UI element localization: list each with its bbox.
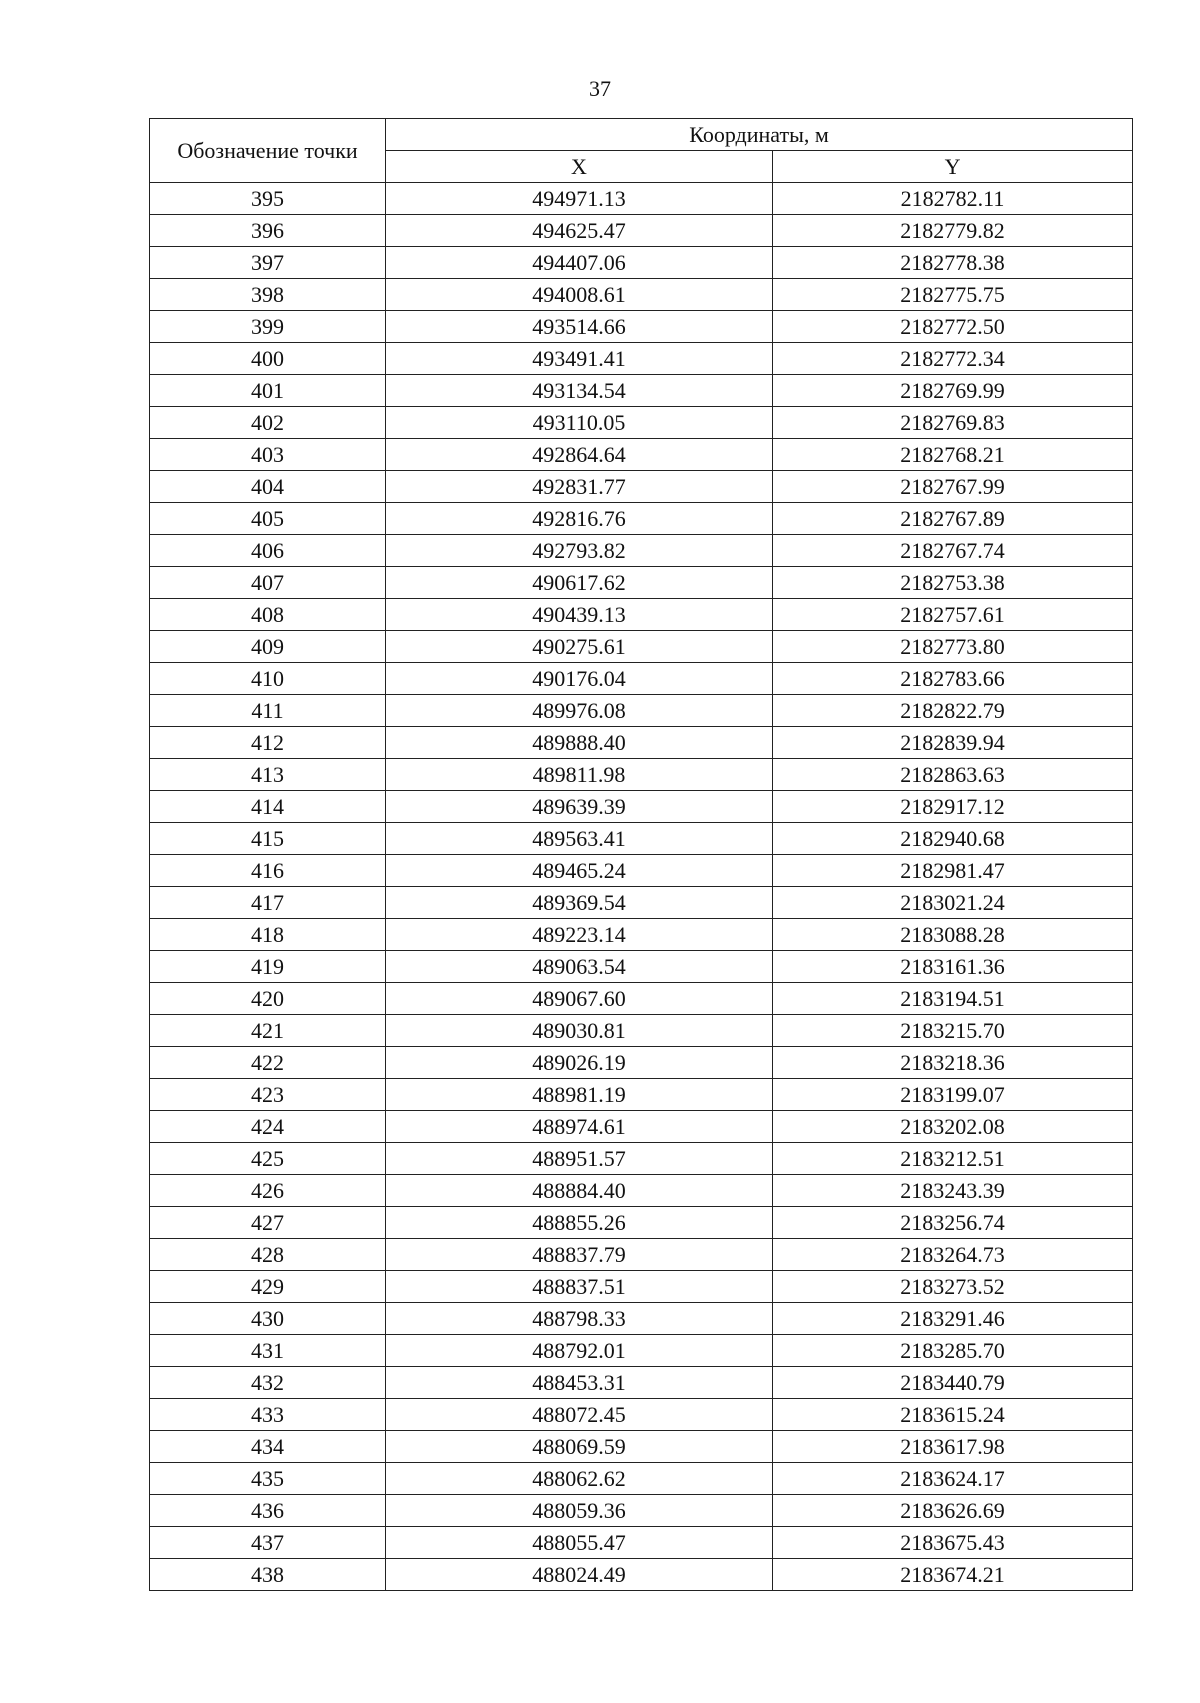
cell-x: 488792.01	[386, 1335, 773, 1367]
table-row	[150, 215, 1133, 247]
cell-point: 435	[150, 1463, 386, 1495]
cell-y: 2183218.36	[773, 1047, 1133, 1079]
cell-y: 2182981.47	[773, 855, 1133, 887]
cell-point: 406	[150, 535, 386, 567]
cell-point: 404	[150, 471, 386, 503]
cell-y: 2183199.07	[773, 1079, 1133, 1111]
cell-x: 488855.26	[386, 1207, 773, 1239]
header-point-designation: Обозначение точки	[150, 119, 386, 183]
cell-x: 493491.41	[386, 343, 773, 375]
table-row	[150, 695, 1133, 727]
table-row	[150, 247, 1133, 279]
cell-x: 489976.08	[386, 695, 773, 727]
cell-point: 428	[150, 1239, 386, 1271]
cell-x: 489639.39	[386, 791, 773, 823]
cell-x: 488837.51	[386, 1271, 773, 1303]
cell-y: 2182769.99	[773, 375, 1133, 407]
header-coordinates: Координаты, м	[386, 119, 1133, 151]
cell-point: 433	[150, 1399, 386, 1431]
table-row	[150, 1015, 1133, 1047]
table-row	[150, 887, 1133, 919]
cell-x: 490439.13	[386, 599, 773, 631]
table-row	[150, 1495, 1133, 1527]
cell-x: 489563.41	[386, 823, 773, 855]
cell-x: 490617.62	[386, 567, 773, 599]
cell-point: 438	[150, 1559, 386, 1591]
cell-y: 2182767.74	[773, 535, 1133, 567]
cell-point: 403	[150, 439, 386, 471]
cell-x: 493514.66	[386, 311, 773, 343]
cell-x: 490275.61	[386, 631, 773, 663]
table-row	[150, 1143, 1133, 1175]
cell-y: 2182772.50	[773, 311, 1133, 343]
cell-y: 2183626.69	[773, 1495, 1133, 1527]
cell-y: 2183273.52	[773, 1271, 1133, 1303]
cell-y: 2182767.99	[773, 471, 1133, 503]
cell-x: 489223.14	[386, 919, 773, 951]
table-row	[150, 1367, 1133, 1399]
cell-x: 488981.19	[386, 1079, 773, 1111]
cell-point: 410	[150, 663, 386, 695]
table-row	[150, 1399, 1133, 1431]
cell-x: 488055.47	[386, 1527, 773, 1559]
cell-point: 425	[150, 1143, 386, 1175]
table-row	[150, 951, 1133, 983]
cell-point: 415	[150, 823, 386, 855]
cell-x: 494625.47	[386, 215, 773, 247]
cell-x: 488069.59	[386, 1431, 773, 1463]
cell-point: 418	[150, 919, 386, 951]
header-x: X	[386, 151, 773, 183]
table-row	[150, 1335, 1133, 1367]
cell-y: 2183021.24	[773, 887, 1133, 919]
table-row	[150, 855, 1133, 887]
cell-y: 2182775.75	[773, 279, 1133, 311]
table-row	[150, 311, 1133, 343]
cell-point: 398	[150, 279, 386, 311]
table-row	[150, 439, 1133, 471]
cell-point: 423	[150, 1079, 386, 1111]
cell-point: 395	[150, 183, 386, 215]
cell-x: 488884.40	[386, 1175, 773, 1207]
cell-point: 437	[150, 1527, 386, 1559]
page-number: 37	[589, 76, 611, 101]
cell-point: 414	[150, 791, 386, 823]
cell-y: 2183088.28	[773, 919, 1133, 951]
cell-y: 2183264.73	[773, 1239, 1133, 1271]
cell-y: 2182773.80	[773, 631, 1133, 663]
cell-y: 2182767.89	[773, 503, 1133, 535]
cell-point: 402	[150, 407, 386, 439]
cell-point: 401	[150, 375, 386, 407]
cell-y: 2182768.21	[773, 439, 1133, 471]
table-header	[150, 119, 1133, 183]
coordinates-table	[149, 118, 1133, 1591]
table-row	[150, 407, 1133, 439]
cell-point: 405	[150, 503, 386, 535]
cell-x: 492793.82	[386, 535, 773, 567]
cell-point: 420	[150, 983, 386, 1015]
cell-y: 2182917.12	[773, 791, 1133, 823]
cell-point: 421	[150, 1015, 386, 1047]
cell-point: 427	[150, 1207, 386, 1239]
table-row	[150, 375, 1133, 407]
table-row	[150, 1463, 1133, 1495]
table-row	[150, 471, 1133, 503]
cell-x: 489063.54	[386, 951, 773, 983]
cell-x: 488974.61	[386, 1111, 773, 1143]
table-row	[150, 1207, 1133, 1239]
cell-y: 2183615.24	[773, 1399, 1133, 1431]
cell-x: 488024.49	[386, 1559, 773, 1591]
table-row	[150, 503, 1133, 535]
cell-point: 430	[150, 1303, 386, 1335]
cell-y: 2182822.79	[773, 695, 1133, 727]
cell-y: 2183194.51	[773, 983, 1133, 1015]
cell-y: 2183291.46	[773, 1303, 1133, 1335]
cell-x: 488062.62	[386, 1463, 773, 1495]
cell-y: 2182839.94	[773, 727, 1133, 759]
cell-point: 399	[150, 311, 386, 343]
table-row	[150, 599, 1133, 631]
cell-x: 489030.81	[386, 1015, 773, 1047]
cell-x: 490176.04	[386, 663, 773, 695]
table-row	[150, 1271, 1133, 1303]
table-row	[150, 727, 1133, 759]
cell-y: 2183243.39	[773, 1175, 1133, 1207]
cell-point: 408	[150, 599, 386, 631]
cell-y: 2182753.38	[773, 567, 1133, 599]
cell-point: 411	[150, 695, 386, 727]
cell-x: 488798.33	[386, 1303, 773, 1335]
cell-point: 426	[150, 1175, 386, 1207]
table-row	[150, 183, 1133, 215]
cell-point: 417	[150, 887, 386, 919]
table-row	[150, 279, 1133, 311]
cell-point: 397	[150, 247, 386, 279]
table-row	[150, 1431, 1133, 1463]
cell-x: 494971.13	[386, 183, 773, 215]
table-row	[150, 535, 1133, 567]
cell-x: 492816.76	[386, 503, 773, 535]
table-row	[150, 919, 1133, 951]
cell-x: 488951.57	[386, 1143, 773, 1175]
table-row	[150, 759, 1133, 791]
cell-point: 424	[150, 1111, 386, 1143]
cell-y: 2182757.61	[773, 599, 1133, 631]
cell-point: 422	[150, 1047, 386, 1079]
cell-x: 489465.24	[386, 855, 773, 887]
cell-x: 489067.60	[386, 983, 773, 1015]
table-row	[150, 663, 1133, 695]
cell-y: 2183161.36	[773, 951, 1133, 983]
cell-point: 413	[150, 759, 386, 791]
table-row	[150, 1079, 1133, 1111]
cell-y: 2183617.98	[773, 1431, 1133, 1463]
table-row	[150, 1239, 1133, 1271]
header-y: Y	[773, 151, 1133, 183]
cell-x: 492864.64	[386, 439, 773, 471]
cell-point: 396	[150, 215, 386, 247]
table-row	[150, 1303, 1133, 1335]
table-row	[150, 1559, 1133, 1591]
cell-y: 2182769.83	[773, 407, 1133, 439]
cell-y: 2183256.74	[773, 1207, 1133, 1239]
cell-x: 493134.54	[386, 375, 773, 407]
cell-y: 2183624.17	[773, 1463, 1133, 1495]
cell-x: 488837.79	[386, 1239, 773, 1271]
table-row	[150, 1527, 1133, 1559]
table-row	[150, 343, 1133, 375]
cell-y: 2182940.68	[773, 823, 1133, 855]
cell-point: 400	[150, 343, 386, 375]
cell-x: 489369.54	[386, 887, 773, 919]
cell-y: 2182772.34	[773, 343, 1133, 375]
cell-point: 432	[150, 1367, 386, 1399]
table-row	[150, 1175, 1133, 1207]
table-row	[150, 1111, 1133, 1143]
cell-point: 429	[150, 1271, 386, 1303]
cell-x: 488453.31	[386, 1367, 773, 1399]
cell-point: 412	[150, 727, 386, 759]
cell-point: 409	[150, 631, 386, 663]
cell-point: 434	[150, 1431, 386, 1463]
cell-x: 492831.77	[386, 471, 773, 503]
cell-y: 2183675.43	[773, 1527, 1133, 1559]
cell-y: 2182779.82	[773, 215, 1133, 247]
table-row	[150, 1047, 1133, 1079]
cell-y: 2183440.79	[773, 1367, 1133, 1399]
table-row	[150, 567, 1133, 599]
table-body	[150, 183, 1133, 1591]
cell-y: 2182863.63	[773, 759, 1133, 791]
cell-x: 494008.61	[386, 279, 773, 311]
cell-point: 431	[150, 1335, 386, 1367]
cell-point: 416	[150, 855, 386, 887]
cell-point: 419	[150, 951, 386, 983]
cell-x: 489811.98	[386, 759, 773, 791]
cell-y: 2182783.66	[773, 663, 1133, 695]
cell-x: 494407.06	[386, 247, 773, 279]
table-row	[150, 791, 1133, 823]
cell-y: 2183285.70	[773, 1335, 1133, 1367]
table-row	[150, 983, 1133, 1015]
cell-x: 488072.45	[386, 1399, 773, 1431]
cell-x: 493110.05	[386, 407, 773, 439]
cell-point: 407	[150, 567, 386, 599]
table-row	[150, 823, 1133, 855]
cell-point: 436	[150, 1495, 386, 1527]
table-row	[150, 631, 1133, 663]
cell-y: 2182782.11	[773, 183, 1133, 215]
cell-y: 2183215.70	[773, 1015, 1133, 1047]
cell-y: 2183674.21	[773, 1559, 1133, 1591]
cell-x: 489888.40	[386, 727, 773, 759]
cell-x: 489026.19	[386, 1047, 773, 1079]
cell-y: 2183202.08	[773, 1111, 1133, 1143]
cell-y: 2182778.38	[773, 247, 1133, 279]
cell-x: 488059.36	[386, 1495, 773, 1527]
cell-y: 2183212.51	[773, 1143, 1133, 1175]
